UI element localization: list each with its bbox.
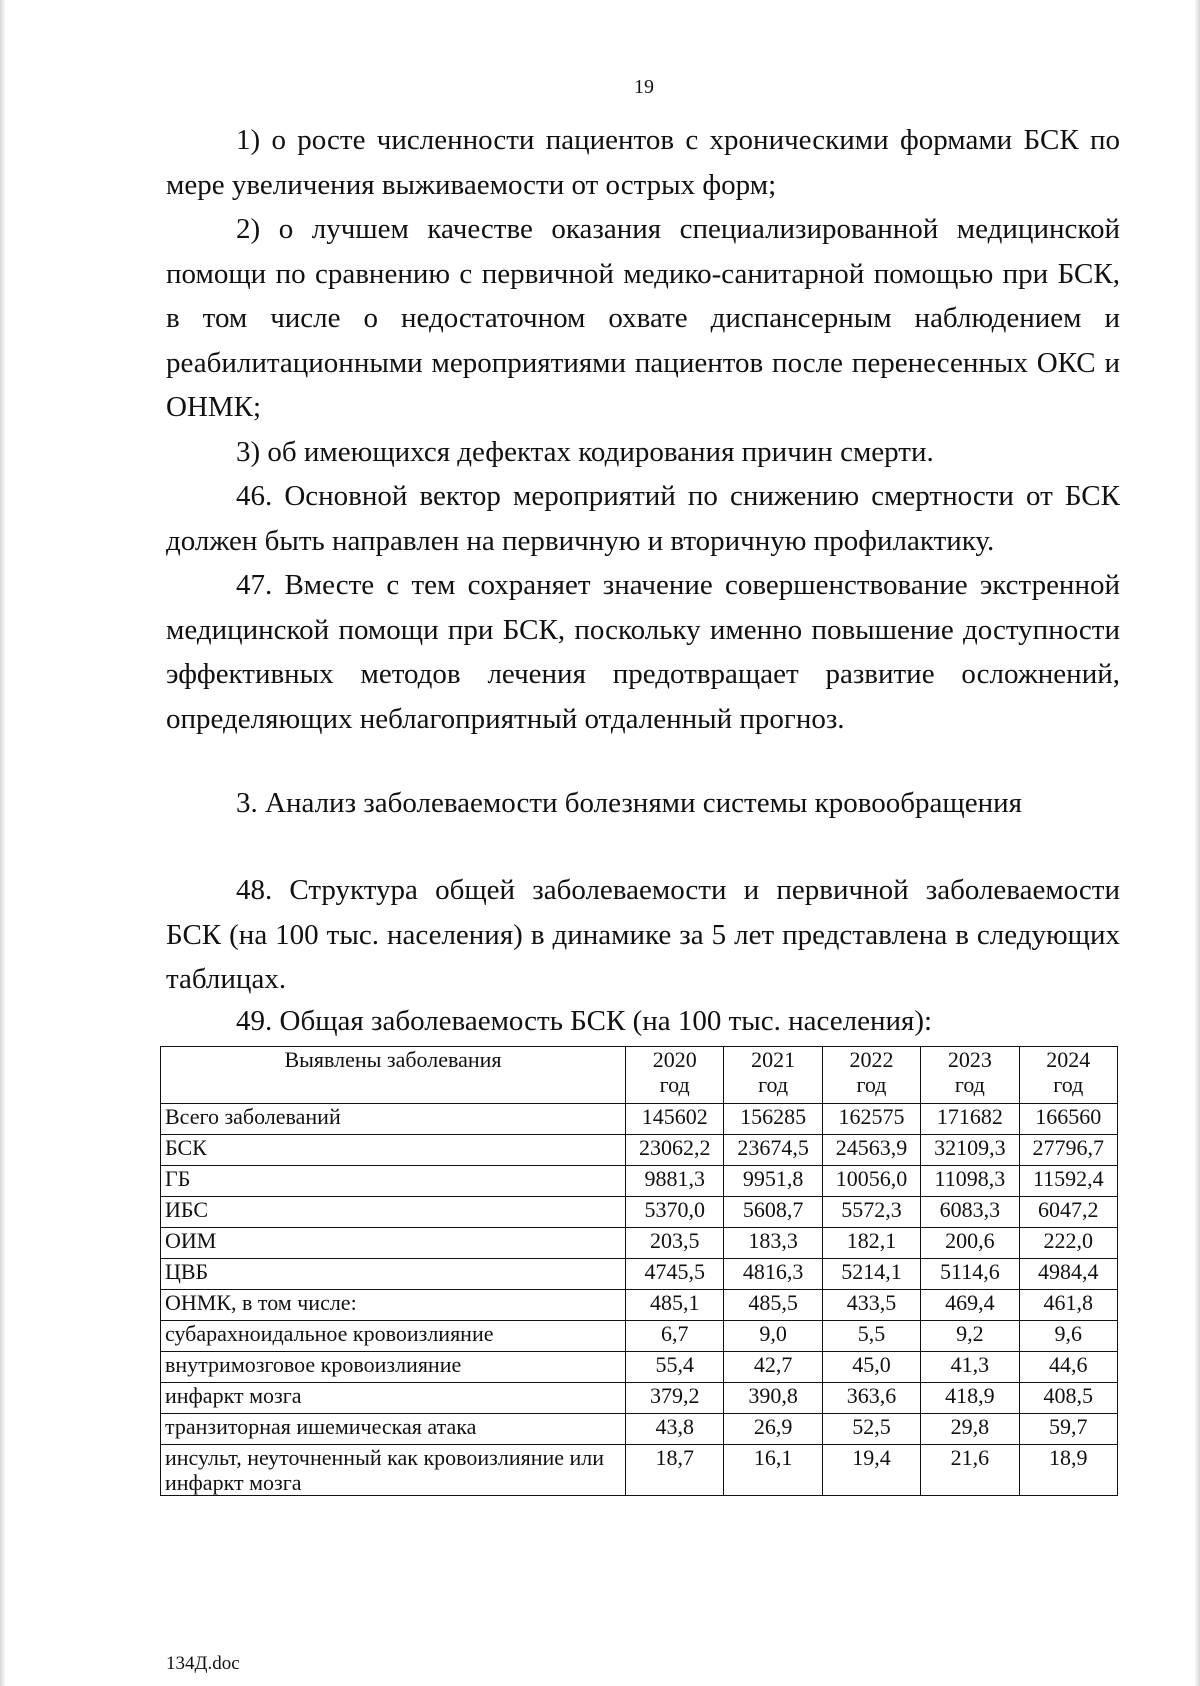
row-value: 32109,3 xyxy=(921,1135,1019,1166)
row-value: 11098,3 xyxy=(921,1166,1019,1197)
row-value: 5370,0 xyxy=(626,1197,724,1228)
row-value: 18,7 xyxy=(626,1445,724,1496)
row-value: 45,0 xyxy=(822,1352,920,1383)
row-value: 461,8 xyxy=(1019,1290,1117,1321)
row-value: 418,9 xyxy=(921,1383,1019,1414)
row-label: инфаркт мозга xyxy=(161,1383,626,1414)
table-row xyxy=(161,1135,1118,1166)
row-value: 9,6 xyxy=(1019,1321,1117,1352)
paragraph-2: 2) о лучшем качестве оказания специализированной медицинской помощи по сравнению с первичной медико-санитарной помощью при БСК, в том числе о недостаточном охвате диспансерным наблюдением и реабилитационными мероприятиями пациентов после перенесенных ОКС и ОНМК; xyxy=(166,213,1120,423)
row-value: 433,5 xyxy=(822,1290,920,1321)
table-row xyxy=(161,1352,1118,1383)
row-value: 59,7 xyxy=(1019,1414,1117,1445)
footer-filename: 134Д.doc xyxy=(166,1653,240,1674)
paragraph-1: 1) о росте численности пациентов с хроническими формами БСК по мере увеличения выживаемости от острых форм; xyxy=(166,124,1120,201)
table-row xyxy=(161,1290,1118,1321)
row-label: транзиторная ишемическая атака xyxy=(161,1414,626,1445)
row-value: 9881,3 xyxy=(626,1166,724,1197)
row-value: 23062,2 xyxy=(626,1135,724,1166)
row-value: 55,4 xyxy=(626,1352,724,1383)
row-value: 21,6 xyxy=(921,1445,1019,1496)
header-year: 2024 год xyxy=(1019,1047,1117,1104)
row-value: 24563,9 xyxy=(822,1135,920,1166)
body-text-48 xyxy=(166,868,1120,1002)
header-year: 2021 год xyxy=(724,1047,822,1104)
paragraph-48: 48. Структура общей заболеваемости и первичной заболеваемости БСК (на 100 тыс. населения) в динамике за 5 лет представлена в следующих таблицах. xyxy=(166,874,1120,995)
row-value: 4816,3 xyxy=(724,1259,822,1290)
row-value: 4745,5 xyxy=(626,1259,724,1290)
row-value: 10056,0 xyxy=(822,1166,920,1197)
row-value: 4984,4 xyxy=(1019,1259,1117,1290)
row-value: 203,5 xyxy=(626,1228,724,1259)
row-value: 9951,8 xyxy=(724,1166,822,1197)
row-value: 41,3 xyxy=(921,1352,1019,1383)
row-value: 6047,2 xyxy=(1019,1197,1117,1228)
paragraph-3: 3) об имеющихся дефектах кодирования причин смерти. xyxy=(236,435,934,468)
row-value: 469,4 xyxy=(921,1290,1019,1321)
row-value: 5214,1 xyxy=(822,1259,920,1290)
row-value: 379,2 xyxy=(626,1383,724,1414)
row-value: 9,2 xyxy=(921,1321,1019,1352)
scan-edge-left xyxy=(0,0,6,1686)
row-value: 29,8 xyxy=(921,1414,1019,1445)
row-label: Всего заболеваний xyxy=(161,1104,626,1135)
row-value: 44,6 xyxy=(1019,1352,1117,1383)
row-value: 200,6 xyxy=(921,1228,1019,1259)
table-row xyxy=(161,1445,1118,1496)
row-value: 11592,4 xyxy=(1019,1166,1117,1197)
row-value: 363,6 xyxy=(822,1383,920,1414)
row-value: 16,1 xyxy=(724,1445,822,1496)
row-value: 6083,3 xyxy=(921,1197,1019,1228)
row-value: 6,7 xyxy=(626,1321,724,1352)
row-value: 485,1 xyxy=(626,1290,724,1321)
row-label: ИБС xyxy=(161,1197,626,1228)
table-body xyxy=(161,1104,1118,1496)
row-value: 166560 xyxy=(1019,1104,1117,1135)
header-label: Выявлены заболевания xyxy=(161,1047,626,1104)
row-label: ЦВБ xyxy=(161,1259,626,1290)
row-value: 171682 xyxy=(921,1104,1019,1135)
row-label: ГБ xyxy=(161,1166,626,1197)
row-value: 52,5 xyxy=(822,1414,920,1445)
row-label: инсульт, неуточненный как кровоизлияние или инфаркт мозга xyxy=(161,1445,626,1496)
table-row xyxy=(161,1104,1118,1135)
row-value: 5608,7 xyxy=(724,1197,822,1228)
row-value: 390,8 xyxy=(724,1383,822,1414)
row-label: субарахноидальное кровоизлияние xyxy=(161,1321,626,1352)
row-value: 5114,6 xyxy=(921,1259,1019,1290)
row-value: 23674,5 xyxy=(724,1135,822,1166)
table-row xyxy=(161,1166,1118,1197)
row-label: ОНМК, в том числе: xyxy=(161,1290,626,1321)
row-value: 408,5 xyxy=(1019,1383,1117,1414)
row-value: 183,3 xyxy=(724,1228,822,1259)
page-number: 19 xyxy=(634,76,654,98)
row-label: БСК xyxy=(161,1135,626,1166)
table-caption: 49. Общая заболеваемость БСК (на 100 тыс. населения): xyxy=(236,1005,933,1037)
row-value: 9,0 xyxy=(724,1321,822,1352)
section-heading: 3. Анализ заболеваемости болезнями системы кровообращения xyxy=(236,787,1022,819)
paragraph-47: 47. Вместе с тем сохраняет значение совершенствование экстренной медицинской помощи при БСК, поскольку именно повышение доступности эффективных методов лечения предотвращает развитие осложнений, определяющих неблагоприятный отдаленный прогноз. xyxy=(166,569,1120,735)
row-value: 182,1 xyxy=(822,1228,920,1259)
header-year: 2020 год xyxy=(626,1047,724,1104)
body-text-top xyxy=(166,118,1120,741)
row-value: 42,7 xyxy=(724,1352,822,1383)
table-header-row xyxy=(161,1047,1118,1104)
header-year: 2023 год xyxy=(921,1047,1019,1104)
row-value: 43,8 xyxy=(626,1414,724,1445)
header-year: 2022 год xyxy=(822,1047,920,1104)
table-row xyxy=(161,1259,1118,1290)
row-value: 27796,7 xyxy=(1019,1135,1117,1166)
row-value: 145602 xyxy=(626,1104,724,1135)
scan-edge-right xyxy=(1194,0,1200,1686)
row-label: внутримозговое кровоизлияние xyxy=(161,1352,626,1383)
paragraph-46: 46. Основной вектор мероприятий по снижению смертности от БСК должен быть направлен на первичную и вторичную профилактику. xyxy=(166,480,1120,557)
row-value: 18,9 xyxy=(1019,1445,1117,1496)
row-value: 485,5 xyxy=(724,1290,822,1321)
table-row xyxy=(161,1228,1118,1259)
row-value: 19,4 xyxy=(822,1445,920,1496)
row-value: 5,5 xyxy=(822,1321,920,1352)
row-value: 162575 xyxy=(822,1104,920,1135)
row-value: 222,0 xyxy=(1019,1228,1117,1259)
table-row xyxy=(161,1321,1118,1352)
table-row xyxy=(161,1383,1118,1414)
table-row xyxy=(161,1414,1118,1445)
row-label: ОИМ xyxy=(161,1228,626,1259)
row-value: 5572,3 xyxy=(822,1197,920,1228)
morbidity-table xyxy=(160,1046,1118,1496)
row-value: 156285 xyxy=(724,1104,822,1135)
row-value: 26,9 xyxy=(724,1414,822,1445)
table-row xyxy=(161,1197,1118,1228)
